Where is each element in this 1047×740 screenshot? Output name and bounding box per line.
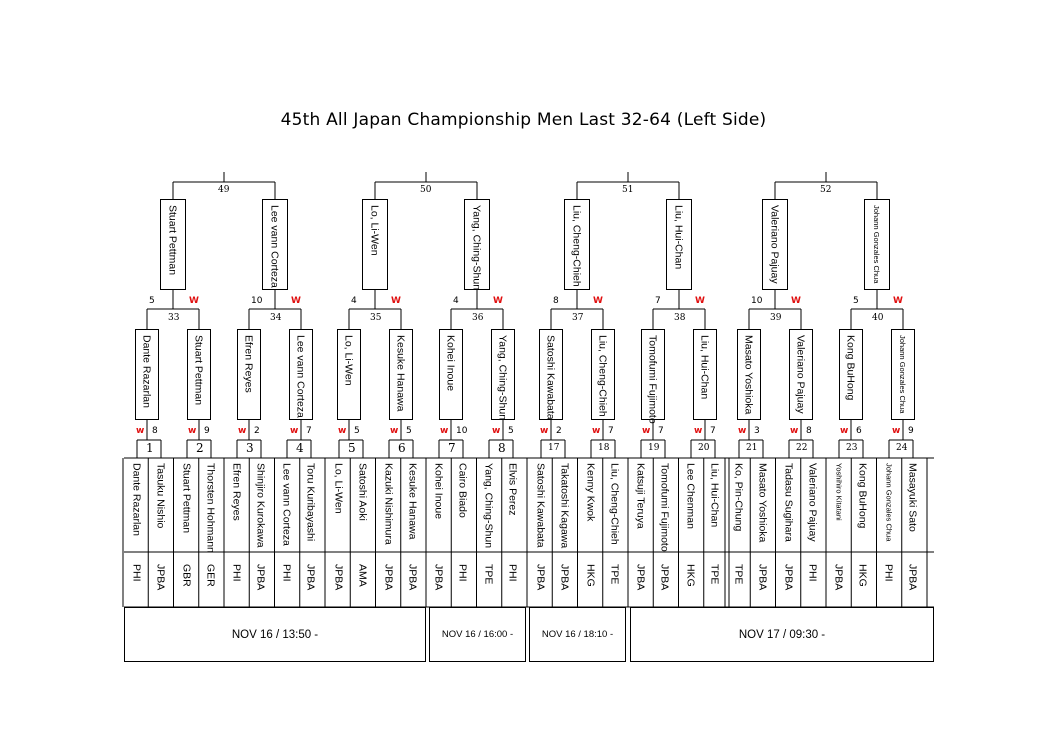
schedule-slot: NOV 16 / 18:10 - <box>529 607 626 662</box>
country-code: TPE <box>732 564 745 585</box>
player-name: Valeriano Pajuay <box>768 205 781 284</box>
country-code: PHI <box>230 564 243 582</box>
match-number: 21 <box>746 443 758 453</box>
player-name: Liu, Hui-Chan <box>672 205 685 270</box>
player-name: Stuart Pettman <box>166 205 179 276</box>
player-name: Ko, Pin-Chung <box>732 463 745 532</box>
player-name: Lo, Li-Wen <box>342 335 355 386</box>
country-code: JPBA <box>154 564 167 591</box>
player-name: Kohei Inoue <box>432 463 445 520</box>
seed-number: 10 <box>456 426 468 436</box>
country-code: HKG <box>584 564 597 587</box>
match-number: 3 <box>246 441 254 455</box>
player-name: Takatoshi Kagawa <box>558 463 571 549</box>
country-code: PHI <box>456 564 469 582</box>
match-number: 49 <box>218 185 230 195</box>
player-name: Tomofumi Fujimoto <box>658 463 671 552</box>
player-name: Tadasu Sugihara <box>782 463 795 542</box>
player-name: Satoshi Kawabata <box>534 463 547 548</box>
match-number: 24 <box>896 443 908 453</box>
country-code: PHI <box>506 564 519 582</box>
player-name: Lee vann Corteza <box>280 463 293 546</box>
player-name: Efren Reyes <box>230 463 243 521</box>
schedule-slot: NOV 16 / 13:50 - <box>124 607 426 662</box>
match-number: 50 <box>420 185 432 195</box>
player-name: Liu, Cheng-Chieh <box>608 463 621 545</box>
player-name: Dante Razarlan <box>130 463 143 536</box>
country-code: JPBA <box>634 564 647 591</box>
winner-marker: w <box>238 426 247 436</box>
seed-number: 8 <box>152 426 158 436</box>
match-number: 5 <box>348 441 356 455</box>
country-code: HKG <box>684 564 697 587</box>
match-number: 35 <box>370 313 382 323</box>
player-name: Tomofumi Fujimoto <box>646 335 659 424</box>
winner-marker: w <box>188 426 197 436</box>
schedule-slot: NOV 17 / 09:30 - <box>630 607 934 662</box>
player-name: Masayuki Sato <box>906 463 919 532</box>
player-name: Liu, Hui-Chan <box>708 463 721 528</box>
match-number: 38 <box>674 313 686 323</box>
player-name: Stuart Pettman <box>192 335 205 406</box>
page-title: 45th All Japan Championship Men Last 32-64 (Left Side) <box>280 110 767 130</box>
match-number: 34 <box>270 313 282 323</box>
winner-marker: w <box>290 426 299 436</box>
seed-number: 5 <box>354 426 360 436</box>
player-name: Valeriano Pajuay <box>794 335 807 414</box>
match-number: 52 <box>820 185 832 195</box>
country-code: AMA <box>356 564 369 587</box>
winner-marker: w <box>492 426 501 436</box>
match-number: 18 <box>598 443 610 453</box>
match-number: 40 <box>872 313 884 323</box>
winner-marker: w <box>592 426 601 436</box>
winner-marker: w <box>440 426 449 436</box>
winner-marker: w <box>790 426 799 436</box>
seed-number: 5 <box>853 296 859 306</box>
seed-number: 10 <box>251 296 263 306</box>
player-name: Liu, Cheng-Chieh <box>596 335 609 417</box>
player-name: Toru Kuribayashi <box>304 463 317 542</box>
player-name: Lee Chenman <box>684 463 697 529</box>
country-code: PHI <box>882 564 895 582</box>
match-number: 39 <box>770 313 782 323</box>
match-number: 22 <box>796 443 808 453</box>
country-code: JPBA <box>658 564 671 591</box>
country-code: JPBA <box>558 564 571 591</box>
country-code: JPBA <box>832 564 845 591</box>
winner-marker: w <box>390 426 399 436</box>
player-name: Shinjiro Kurokawa <box>254 463 267 548</box>
winner-marker: w <box>136 426 145 436</box>
seed-number: 4 <box>453 296 459 306</box>
winner-marker: W <box>493 296 503 306</box>
seed-number: 7 <box>658 426 664 436</box>
seed-number: 7 <box>608 426 614 436</box>
country-code: JPBA <box>382 564 395 591</box>
winner-marker: w <box>540 426 549 436</box>
seed-number: 6 <box>856 426 862 436</box>
player-name: Johann Gonzales Chua <box>884 463 894 542</box>
player-name: Yang, Ching-Shun <box>496 335 509 421</box>
player-name: Efren Reyes <box>242 335 255 393</box>
country-code: TPE <box>608 564 621 585</box>
match-number: 51 <box>622 185 634 195</box>
seed-number: 8 <box>806 426 812 436</box>
match-number: 7 <box>448 441 456 455</box>
player-name: Lee vann Corteza <box>268 205 281 288</box>
winner-marker: W <box>695 296 705 306</box>
match-number: 33 <box>168 313 180 323</box>
seed-number: 7 <box>306 426 312 436</box>
winner-marker: W <box>593 296 603 306</box>
player-name: Kazuki Nishimura <box>382 463 395 545</box>
winner-marker: W <box>791 296 801 306</box>
winner-marker: w <box>738 426 747 436</box>
player-name: Yang, Ching-Shun <box>470 205 483 291</box>
player-name: Lo, Li-Wen <box>368 205 381 256</box>
player-name: Kesuke Hanawa <box>406 463 419 540</box>
match-number: 2 <box>196 441 204 455</box>
match-number: 19 <box>648 443 660 453</box>
player-name: Elvis Perez <box>506 463 519 516</box>
country-code: JPBA <box>432 564 445 591</box>
player-name: Johann Gonzales Chua <box>871 205 881 284</box>
player-name: Valeriano Pajuay <box>806 463 819 542</box>
seed-number: 7 <box>655 296 661 306</box>
player-name: Liu, Hui-Chan <box>698 335 711 400</box>
player-name: Masato Yoshioka <box>756 463 769 543</box>
seed-number: 9 <box>204 426 210 436</box>
seed-number: 5 <box>508 426 514 436</box>
match-number: 1 <box>146 441 154 455</box>
seed-number: 4 <box>351 296 357 306</box>
country-code: PHI <box>130 564 143 582</box>
winner-marker: W <box>893 296 903 306</box>
player-name: Liu, Cheng-Chieh <box>570 205 583 287</box>
winner-marker: w <box>840 426 849 436</box>
seed-number: 9 <box>908 426 914 436</box>
player-name: Johann Gonzales Chua <box>897 335 907 414</box>
schedule-slot: NOV 16 / 16:00 - <box>429 607 526 662</box>
winner-marker: w <box>642 426 651 436</box>
country-code: PHI <box>280 564 293 582</box>
player-name: Lee vann Corteza <box>294 335 307 418</box>
player-name: Satoshi Kawabata <box>544 335 557 420</box>
country-code: GER <box>204 564 217 587</box>
seed-number: 8 <box>553 296 559 306</box>
player-name: Satoshi Aoki <box>356 463 369 521</box>
match-number: 36 <box>472 313 484 323</box>
winner-marker: W <box>391 296 401 306</box>
player-name: Masato Yoshioka <box>742 335 755 415</box>
match-number: 20 <box>698 443 710 453</box>
seed-number: 2 <box>556 426 562 436</box>
seed-number: 3 <box>754 426 760 436</box>
seed-number: 7 <box>710 426 716 436</box>
match-number: 6 <box>398 441 406 455</box>
player-name: Lo, Li-Wen <box>332 463 345 514</box>
match-number: 23 <box>846 443 858 453</box>
player-name: Dante Razarlan <box>140 335 153 408</box>
country-code: TPE <box>482 564 495 585</box>
player-name: Yoshihiro Kitatani <box>834 463 844 521</box>
player-name: Kong BuHong <box>844 335 857 401</box>
player-name: Kong BuHong <box>856 463 869 529</box>
player-name: Katsuji Teruya <box>634 463 647 529</box>
country-code: JPBA <box>254 564 267 591</box>
country-code: JPBA <box>906 564 919 591</box>
match-number: 17 <box>548 443 560 453</box>
match-number: 8 <box>498 441 506 455</box>
winner-marker: w <box>694 426 703 436</box>
country-code: JPBA <box>304 564 317 591</box>
country-code: JPBA <box>406 564 419 591</box>
country-code: JPBA <box>332 564 345 591</box>
seed-number: 5 <box>149 296 155 306</box>
player-name: Kesuke Hanawa <box>394 335 407 412</box>
winner-marker: W <box>291 296 301 306</box>
country-code: HKG <box>856 564 869 587</box>
player-name: Yang, Ching-Shun <box>482 463 495 549</box>
country-code: PHI <box>806 564 819 582</box>
country-code: JPBA <box>782 564 795 591</box>
seed-number: 2 <box>254 426 260 436</box>
match-number: 37 <box>572 313 584 323</box>
winner-marker: w <box>338 426 347 436</box>
player-name: Stuart Pettman <box>180 463 193 534</box>
seed-number: 10 <box>751 296 763 306</box>
country-code: TPE <box>708 564 721 585</box>
seed-number: 5 <box>406 426 412 436</box>
match-number: 4 <box>296 441 304 455</box>
player-name: Thorsten Hohmann <box>204 463 217 553</box>
country-code: JPBA <box>534 564 547 591</box>
player-name: Kenny Kwok <box>584 463 597 522</box>
winner-marker: w <box>892 426 901 436</box>
country-code: GBR <box>180 564 193 587</box>
player-name: Cairo Biado <box>456 463 469 518</box>
winner-marker: W <box>189 296 199 306</box>
player-name: Kohei Inoue <box>444 335 457 392</box>
country-code: JPBA <box>756 564 769 591</box>
player-name: Tasuku Nishio <box>154 463 167 529</box>
